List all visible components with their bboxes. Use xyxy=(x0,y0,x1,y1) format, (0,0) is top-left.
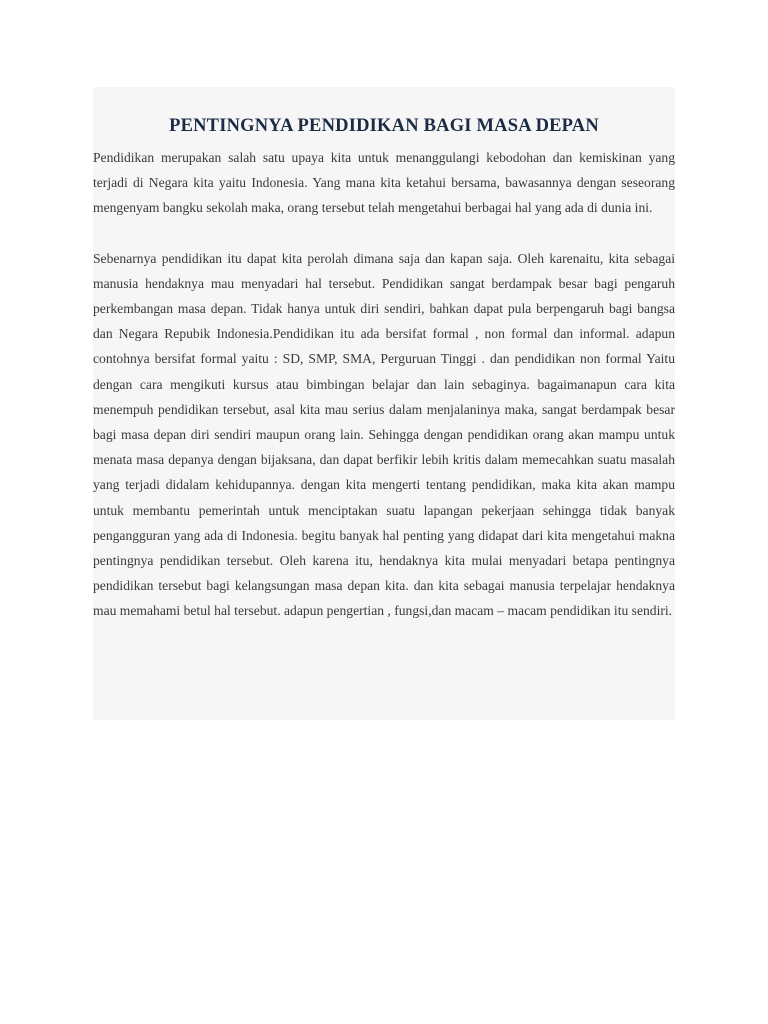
document-body xyxy=(93,145,675,624)
document-title: PENTINGNYA PENDIDIKAN BAGI MASA DEPAN xyxy=(169,116,599,136)
paragraph-2: Sebenarnya pendidikan itu dapat kita perolah dimana saja dan kapan saja. Oleh karenaitu, kita sebagai manusia hendaknya mau menyadari hal tersebut. Pendidikan sangat berdampak besar bagi pengaruh perkembangan masa depan. Tidak hanya untuk diri sendiri, bahkan dapat pula berpengaruh bagi bangsa dan Negara Repubik Indonesia.Pendidikan itu ada bersifat formal , non formal dan informal. adapun contohnya bersifat formal yaitu : SD, SMP, SMA, Perguruan Tinggi . dan pendidikan non formal Yaitu dengan cara mengikuti kursus atau bimbingan belajar dan lain sebaginya. bagaimanapun cara kita menempuh pendidikan tersebut, asal kita mau serius dalam menjalaninya maka, sangat berdampak besar bagi masa depan diri sendiri maupun orang lain. Sehingga dengan pendidikan orang akan mampu untuk menata masa depanya dengan bijaksana, dan dapat berfikir lebih kritis dalam memecahkan suatu masalah yang terjadi didalam kehidupannya. dengan kita mengerti tentang pendidikan, maka kita akan mampu untuk membantu pemerintah untuk menciptakan suatu lapangan pekerjaan sehingga tidak banyak pengangguran yang ada di Indonesia. begitu banyak hal penting yang didapat dari kita mengetahui makna pentingnya pendidikan tersebut. Oleh karena itu, hendaknya kita mulai menyadari betapa pentingnya pendidikan tersebut bagi kelangsungan masa depan kita. dan kita sebagai manusia terpelajar hendaknya mau memahami betul hal tersebut. adapun pengertian , fungsi,dan macam – macam pendidikan itu sendiri. xyxy=(93,250,675,619)
document-page xyxy=(93,87,675,720)
paragraph-1: Pendidikan merupakan salah satu upaya kita untuk menanggulangi kebodohan dan kemiskinan yang terjadi di Negara kita yaitu Indonesia. Yang mana kita ketahui bersama, bawasannya dengan seseorang mengenyam bangku sekolah maka, orang tersebut telah mengetahui berbagai hal yang ada di dunia ini. xyxy=(93,150,675,216)
